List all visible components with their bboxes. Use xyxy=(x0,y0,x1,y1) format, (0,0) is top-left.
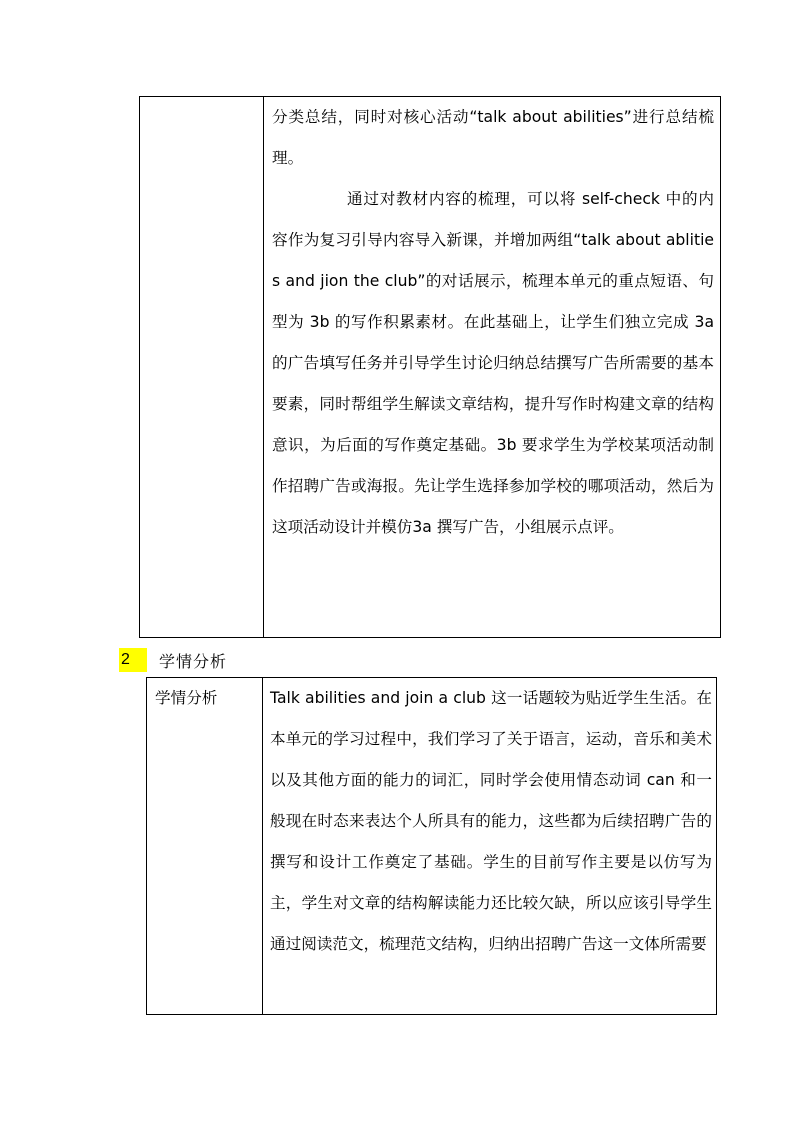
table-content-cell xyxy=(263,678,717,1015)
paragraph: 分类总结，同时对核心活动“talk about abilities”进行总结梳理。 xyxy=(272,108,714,167)
content-text-block xyxy=(264,97,720,548)
teaching-content-table xyxy=(139,96,721,638)
table-row xyxy=(140,97,721,638)
table-content-cell xyxy=(264,97,721,638)
table-label: 学情分析 xyxy=(155,689,218,707)
section-number: 2 xyxy=(119,648,147,672)
table-row xyxy=(147,678,717,1015)
section-heading xyxy=(119,647,227,673)
table-label-cell xyxy=(147,678,263,1015)
paragraph: Talk abilities and join a club 这一话题较为贴近学生生活。在本单元的学习过程中，我们学习了关于语言，运动，音乐和美术以及其他方面的能力的词汇，同时学会使用情态动词 can 和一般现在时态来表达个人所具有的能力，这些都为后续招聘广告的撰写和设计工作奠定了基础。学生的目前写作主要是以仿写为主，学生对文章的结构解读能力还比较欠缺，所以应该引导学生通过阅读范文，梳理范文结构，归纳出招聘广告这一文体所需要 xyxy=(270,689,712,953)
learner-analysis-table xyxy=(146,677,717,1015)
paragraph: 通过对教材内容的梳理，可以将 self-check 中的内容作为复习引导内容导入新课，并增加两组“talk about ablities and jion the club”的对话展示，梳理本单元的重点短语、句型为 3b 的写作积累素材。在此基础上，让学生们独立完成 3a 的广告填写任务并引导学生讨论归纳总结撰写广告所需要的基本要素，同时帮组学生解读文章结构，提升写作时构建文章的结构意识，为后面的写作奠定基础。3b 要求学生为学校某项活动制作招聘广告或海报。先让学生选择参加学校的哪项活动，然后为这项活动设计并模仿3a 撰写广告，小组展示点评。 xyxy=(272,190,714,536)
table-label-cell xyxy=(140,97,264,638)
section-title: 学情分析 xyxy=(159,651,228,671)
